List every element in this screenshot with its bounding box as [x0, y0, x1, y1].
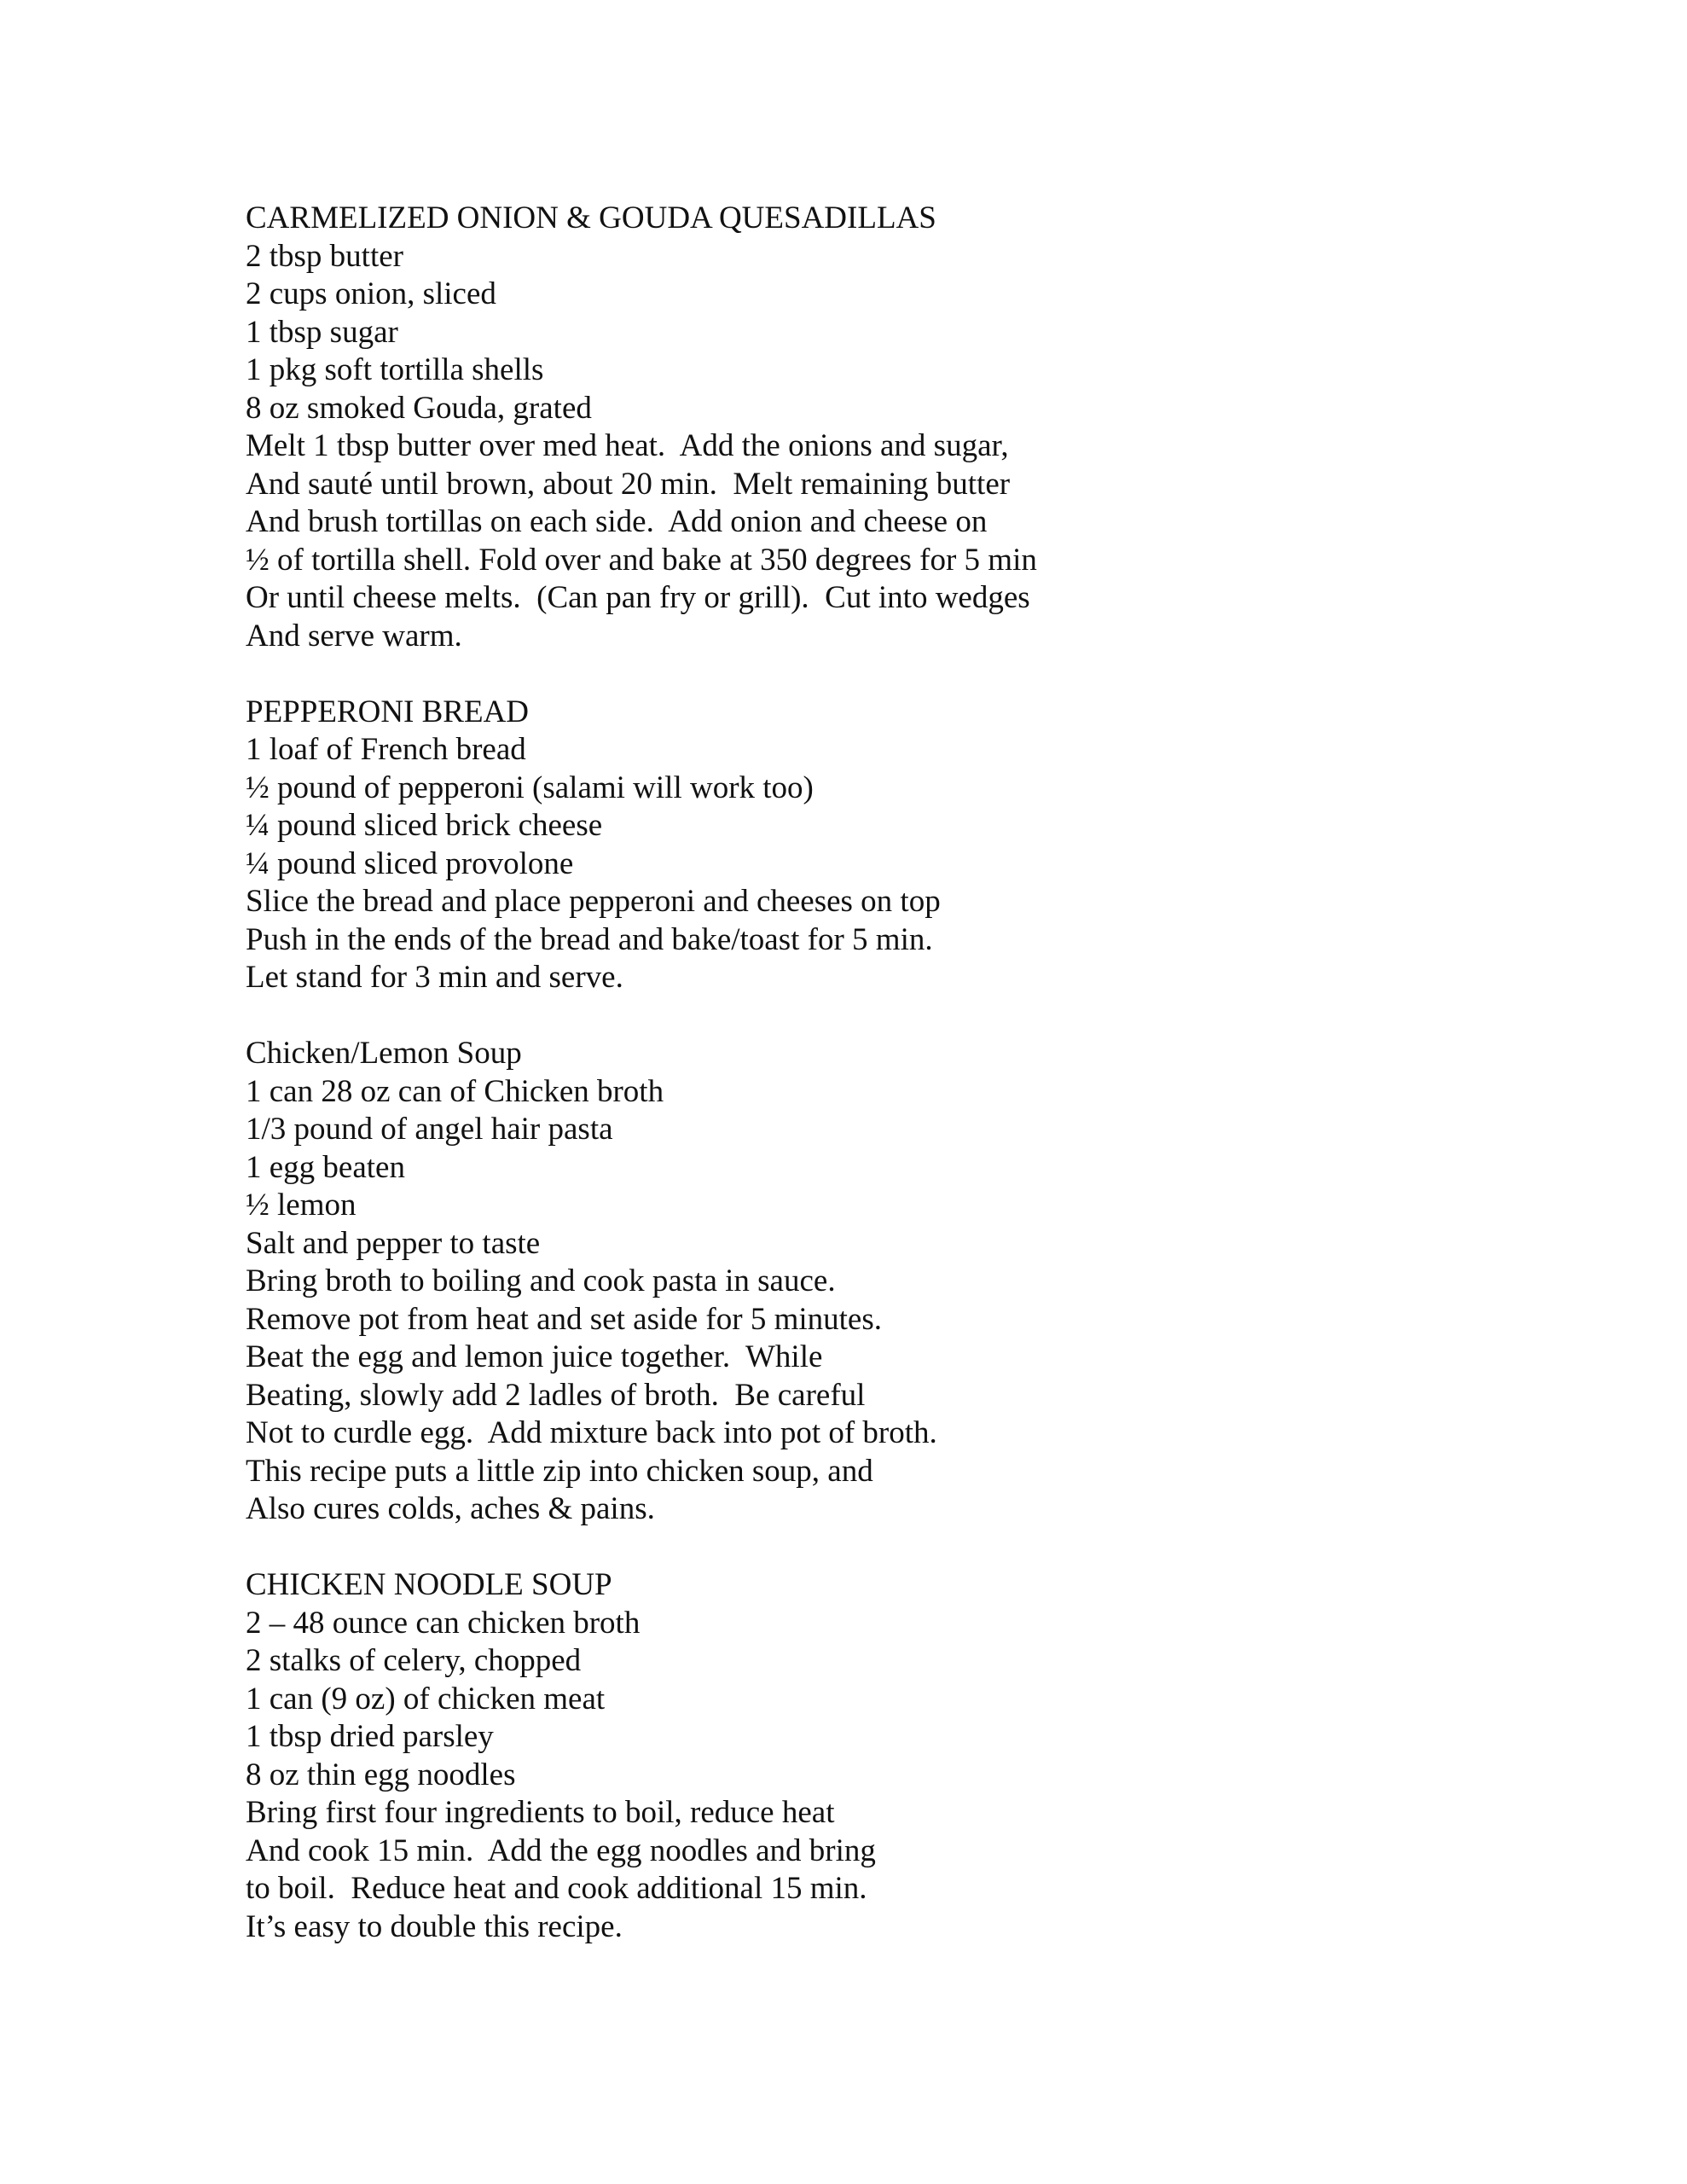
recipe-line: ½ lemon	[246, 1188, 357, 1223]
recipe-line: 1 tbsp sugar	[246, 314, 398, 350]
recipe-line: Bring first four ingredients to boil, reduce heat	[246, 1795, 835, 1830]
recipe-quesadillas	[246, 200, 1525, 655]
recipe-line: Bring broth to boiling and cook pasta in sauce.	[246, 1263, 836, 1298]
recipe-line: ¼ pound sliced brick cheese	[246, 808, 603, 843]
recipe-line: 1 can (9 oz) of chicken meat	[246, 1681, 606, 1716]
recipe-line: This recipe puts a little zip into chicken soup, and	[246, 1453, 873, 1489]
recipe-line: And sauté until brown, about 20 min. Melt remaining butter	[246, 466, 1011, 502]
recipe-line: 1 can 28 oz can of Chicken broth	[246, 1073, 664, 1109]
recipe-line: 2 tbsp butter	[246, 238, 403, 274]
recipe-line: 8 oz thin egg noodles	[246, 1757, 516, 1792]
recipe-line: And serve warm.	[246, 618, 462, 653]
recipe-line: 1 egg beaten	[246, 1149, 405, 1185]
recipe-line: 2 – 48 ounce can chicken broth	[246, 1605, 641, 1641]
recipe-line: Slice the bread and place pepperoni and cheeses on top	[246, 884, 941, 919]
recipe-line: 2 stalks of celery, chopped	[246, 1643, 582, 1678]
recipe-line: to boil. Reduce heat and cook additional 15 min.	[246, 1871, 867, 1906]
recipe-line: ¼ pound sliced provolone	[246, 845, 574, 881]
recipe-line: Also cures colds, aches & pains.	[246, 1491, 655, 1526]
recipe-title: PEPPERONI BREAD	[246, 694, 530, 729]
recipe-line: 8 oz smoked Gouda, grated	[246, 390, 592, 426]
recipe-line: Push in the ends of the bread and bake/toast for 5 min.	[246, 921, 933, 957]
recipe-line: And cook 15 min. Add the egg noodles and bring	[246, 1833, 876, 1868]
recipe-line: Not to curdle egg. Add mixture back into pot of broth.	[246, 1415, 937, 1450]
recipe-line: 2 cups onion, sliced	[246, 276, 496, 311]
recipe-line: Let stand for 3 min and serve.	[246, 960, 623, 995]
recipe-line: It’s easy to double this recipe.	[246, 1908, 623, 1944]
recipe-line: And brush tortillas on each side. Add onion and cheese on	[246, 504, 988, 539]
recipe-line: 1/3 pound of angel hair pasta	[246, 1112, 613, 1147]
recipe-line: Salt and pepper to taste	[246, 1225, 541, 1261]
recipe-line: Melt 1 tbsp butter over med heat. Add the onions and sugar,	[246, 428, 1009, 463]
recipe-line: Beating, slowly add 2 ladles of broth. Be careful	[246, 1377, 866, 1413]
recipe-line: 1 loaf of French bread	[246, 732, 526, 767]
recipe-title: CARMELIZED ONION & GOUDA QUESADILLAS	[246, 200, 936, 235]
recipe-line: ½ of tortilla shell. Fold over and bake at 350 degrees for 5 min	[246, 542, 1037, 578]
recipe-line: Remove pot from heat and set aside for 5 minutes.	[246, 1301, 882, 1337]
recipe-title: Chicken/Lemon Soup	[246, 1036, 522, 1071]
recipe-line: Beat the egg and lemon juice together. While	[246, 1339, 823, 1374]
recipe-line: Or until cheese melts. (Can pan fry or grill). Cut into wedges	[246, 580, 1030, 615]
recipe-line: 1 pkg soft tortilla shells	[246, 352, 544, 387]
recipe-chicken-noodle-soup	[246, 1566, 1525, 1946]
recipe-title: CHICKEN NOODLE SOUP	[246, 1567, 612, 1602]
document-page	[246, 200, 1525, 1984]
recipe-line: ½ pound of pepperoni (salami will work too)	[246, 770, 814, 805]
recipe-pepperoni-bread	[246, 694, 1525, 997]
recipe-chicken-lemon-soup	[246, 1035, 1525, 1529]
recipe-line: 1 tbsp dried parsley	[246, 1719, 494, 1754]
